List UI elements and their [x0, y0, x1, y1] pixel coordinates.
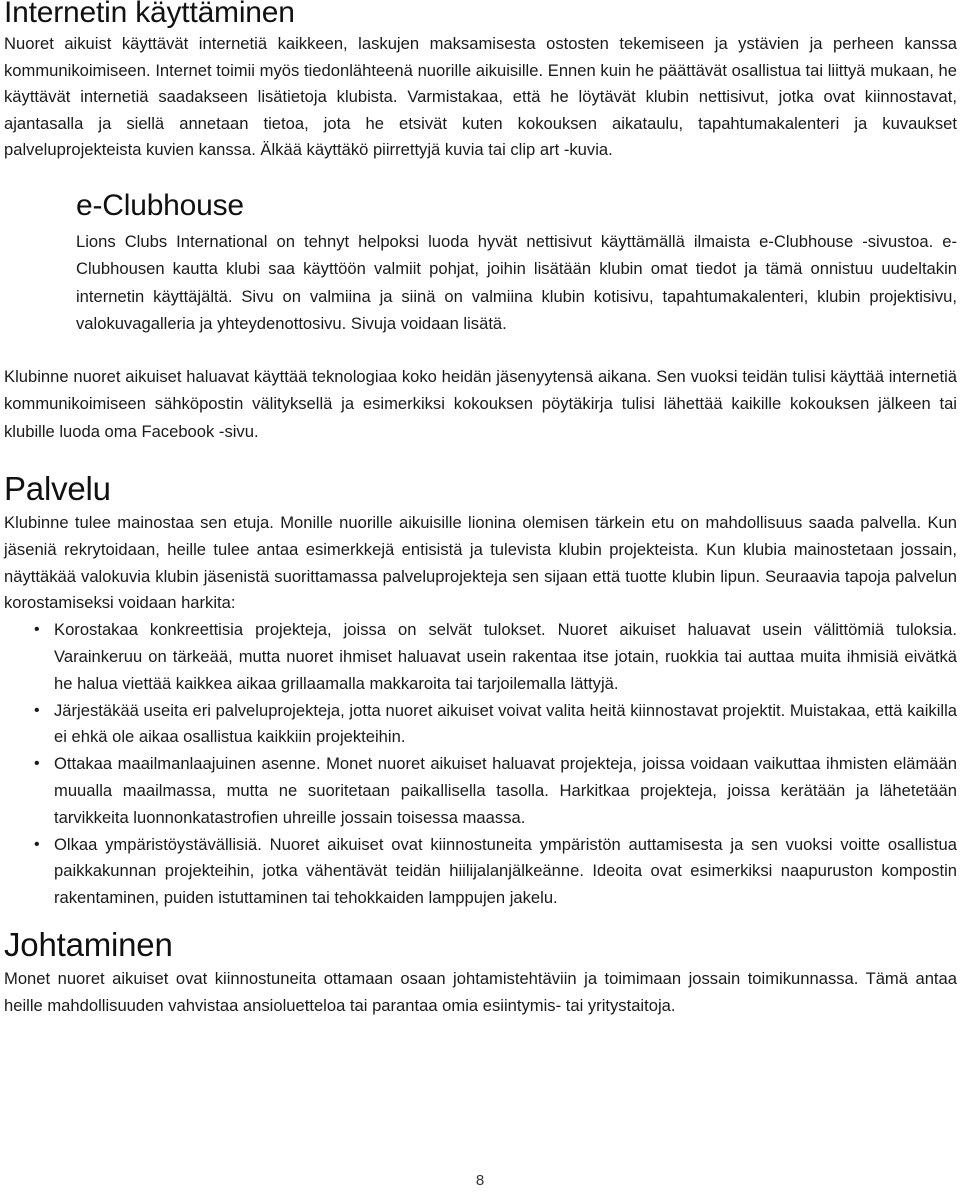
- document-page: [4, 0, 957, 1020]
- list-item-text: Korostakaa konkreettisia projekteja, joissa on selvät tulokset. Nuoret aikuiset haluavat usein välittömiä tuloksia. Varainkeruu on tärkeää, mutta nuoret ihmiset haluavat usein rakentaa itse jotain, ruokkia tai auttaa muita ihmisiä eivätkä he halua viettää kaikkea aikaa grillaamalla makkaroita tai tarjoilemalla lättyjä.: [54, 620, 957, 693]
- list-item: [34, 617, 957, 697]
- heading-eclubhouse: e-Clubhouse: [76, 188, 244, 222]
- page-number: 8: [475, 1172, 485, 1189]
- list-item: [34, 832, 957, 912]
- palvelu-bullet-list: [4, 617, 957, 912]
- list-item-text: Olkaa ympäristöystävällisiä. Nuoret aikuiset ovat kiinnostuneita ympäristön auttamisesta ja sen vuoksi voitte osallistua paikkakunnan projekteihin, jotka vähentävät teidän hiilijalanjälkeänne. Ideoita ovat esimerkiksi naapuruston kompostin rakentaminen, puiden istuttaminen tai tehokkaiden lamppujen jakelu.: [54, 834, 957, 908]
- bullet-icon: •: [34, 701, 40, 719]
- list-item: [34, 751, 957, 831]
- johtaminen-paragraph: Monet nuoret aikuiset ovat kiinnostuneita ottamaan osaan johtamistehtäviin ja toimimaan jossain toimikunnassa. Tämä antaa heille mahdollisuuden vahvistaa ansioluetteloa tai parantaa omia esiintymis- tai yritystaitoja.: [4, 968, 957, 1015]
- bullet-icon: •: [34, 621, 40, 639]
- bullet-icon: •: [34, 835, 40, 853]
- list-item: [34, 698, 957, 752]
- eclubhouse-section: [76, 188, 957, 338]
- intro-paragraph: Nuoret aikuist käyttävät internetiä kaikkeen, laskujen maksamisesta ostosten tekemiseen ja ystävien ja perheen kanssa kommunikoimiseen. Internet toimii myös tiedonlähteenä nuorille aikuisille. Ennen kuin he päättävät osallistua tai liittyä mukaan, he käyttävät internetiä saadakseen lisätietoja klubista. Varmistakaa, että he löytävät klubin nettisivut, jotka ovat kiinnostavat, ajantasalla ja siellä annetaan tietoa, jota he etsivät kuten kokouksen aikataulu, tapahtumakalenteri ja kuvaukset palveluprojekteista kuvien kanssa. Älkää käyttäkö piirrettyjä kuvia tai clip art -kuvia.: [4, 34, 957, 159]
- technology-paragraph: Klubinne nuoret aikuiset haluavat käyttää teknologiaa koko heidän jäsenyytensä aikana. Sen vuoksi teidän tulisi käyttää internetiä kommunikoimiseen sähköpostin välityksellä ja esimerkiksi kokouksen pöytäkirja tulisi lähettää kaikille kokouksen jälkeen tai klubille luoda oma Facebook -sivu.: [4, 366, 957, 441]
- palvelu-paragraph: Klubinne tulee mainostaa sen etuja. Monille nuorille aikuisille lionina olemisen tärkein etu on mahdollisuus saada palvella. Kun jäseniä rekrytoidaan, heille tulee antaa esimerkkejä entisistä ja tulevista klubin projekteista. Kun klubia mainostetaan jossain, näyttäkää valokuvia klubin jäsenistä suorittamassa palveluprojekteja sen sijaan että tuotte klubin lipun. Seuraavia tapoja palvelun korostamiseksi voidaan harkita:: [4, 513, 957, 613]
- list-item-text: Järjestäkää useita eri palveluprojekteja, jotta nuoret aikuiset voivat valita heitä kiinnostavat projektit. Muistakaa, että kaikilla ei ehkä ole aikaa osallistua kaikkiin projekteihin.: [54, 700, 957, 747]
- johtaminen-section: [4, 926, 957, 1020]
- eclubhouse-paragraph: Lions Clubs International on tehnyt helpoksi luoda hyvät nettisivut käyttämällä ilmaista e-Clubhouse -sivustoa. e-Clubhousen kautta klubi saa käyttöön valmiit pohjat, joihin lisätään klubin omat tiedot ja tämä onnistuu uudeltakin internetin käyttäjältä. Sivu on valmiina ja siinä on valmiina klubin kotisivu, tapahtumakalenteri, klubin projektisivu, valokuvagalleria ja yhteydenottosivu. Sivuja voidaan lisätä.: [76, 231, 957, 333]
- heading-johtaminen: Johtaminen: [4, 925, 173, 963]
- bullet-icon: •: [34, 755, 40, 773]
- heading-palvelu: Palvelu: [4, 470, 111, 507]
- list-item-text: Ottakaa maailmanlaajuinen asenne. Monet nuoret aikuiset haluavat projekteja, joissa voidaan vaikuttaa ihmisten elämään muualla maailmassa, mutta ne suoritetaan paikallisella tasolla. Harkitkaa projekteja, joissa kerätään ja lähetetään tarvikkeita luonnonkatastrofien uhreille jossain toisessa maassa.: [54, 754, 957, 827]
- palvelu-section: [4, 470, 957, 912]
- heading-internetin-kayttaminen: Internetin käyttäminen: [4, 0, 295, 29]
